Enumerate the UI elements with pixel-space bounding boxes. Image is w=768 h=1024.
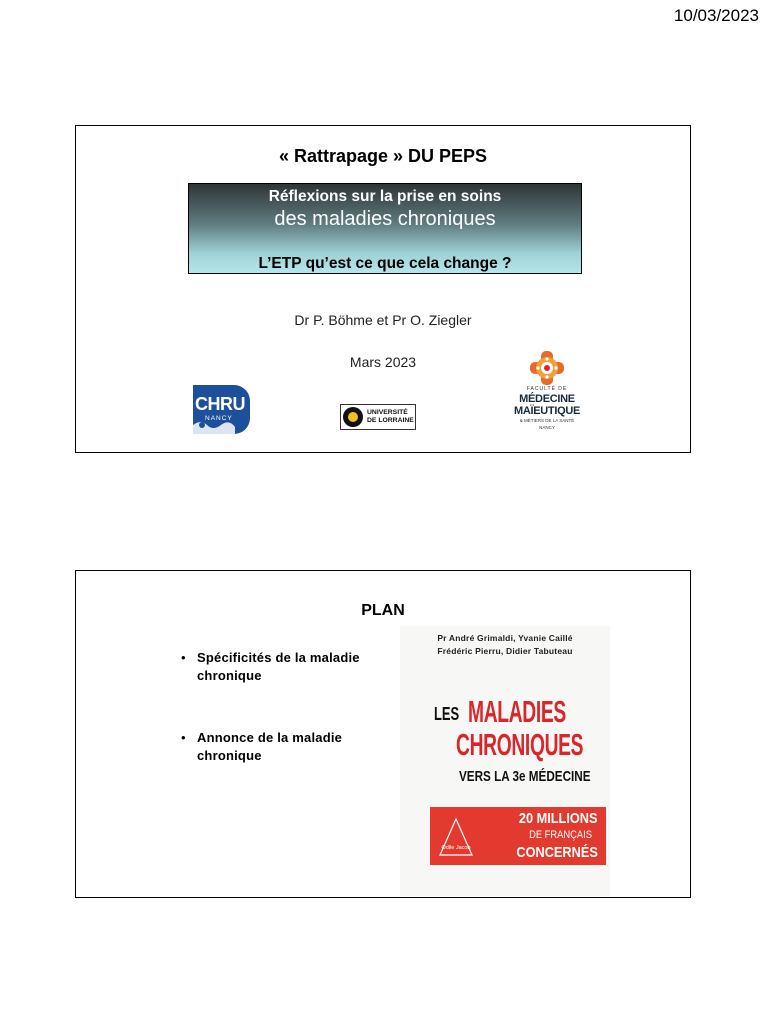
- title-banner: [188, 183, 582, 274]
- book-banner-line-1: 20 MILLIONS: [519, 810, 598, 827]
- book-title-maladies: MALADIES: [468, 694, 566, 729]
- chru-logo: [193, 385, 250, 434]
- faculte-small-text: FACULTÉ DE: [526, 386, 568, 392]
- presentation-date: Mars 2023: [349, 354, 417, 370]
- slide-title-heading: « Rattrapage » DU PEPS: [278, 146, 488, 166]
- book-banner-line-2: DE FRANÇAIS: [529, 829, 592, 841]
- book-title-les: LES: [434, 704, 460, 724]
- book-authors-line-1: Pr André Grimaldi, Yvanie Caillé: [437, 633, 573, 643]
- book-red-banner: [430, 807, 606, 865]
- chru-wave-icon: [193, 385, 250, 434]
- book-cover: [400, 626, 610, 896]
- svg-text:Odile Jacob: Odile Jacob: [441, 845, 471, 851]
- slide-title: [75, 125, 691, 453]
- faculte-emblem-icon: [528, 350, 566, 386]
- book-banner-line-3: CONCERNÉS: [516, 844, 598, 861]
- chru-logo-city: NANCY: [205, 415, 233, 422]
- universite-logo-text: UNIVERSITÉ DE LORRAINE: [367, 409, 414, 424]
- banner-line-2: des maladies chroniques: [274, 208, 496, 230]
- faculte-logo: [506, 350, 588, 434]
- faculte-sub-text: & MÉTIERS DE LA SANTÉ: [519, 418, 575, 423]
- faculte-line-1: MÉDECINE: [519, 393, 575, 405]
- universite-lorraine-logo: [340, 404, 416, 430]
- page-date: 10/03/2023: [673, 6, 759, 25]
- publisher-logo-icon: [436, 815, 476, 859]
- universite-logo-icon: [343, 407, 363, 427]
- faculte-city: NANCY: [539, 425, 555, 430]
- plan-list: [181, 649, 401, 809]
- bullet-icon: •: [181, 730, 186, 745]
- book-title-chroniques: CHRONIQUES: [456, 727, 584, 762]
- banner-line-1: Réflexions sur la prise en soins: [268, 188, 502, 205]
- authors: Dr P. Böhme et Pr O. Ziegler: [294, 312, 472, 328]
- list-item: • Annonce de la maladie chronique: [181, 730, 343, 763]
- banner-line-3: L’ETP qu’est ce que cela change ?: [258, 255, 512, 272]
- book-authors-line-2: Frédéric Pierru, Didier Tabuteau: [437, 646, 573, 656]
- plan-title: PLAN: [361, 602, 405, 619]
- slide-plan: [75, 570, 691, 898]
- list-item: • Spécificités de la maladie chronique: [181, 650, 360, 683]
- bullet-icon: •: [181, 650, 186, 665]
- faculte-line-2: MAÏEUTIQUE: [513, 405, 581, 417]
- book-subtitle: VERS LA 3e MÉDECINE: [459, 768, 591, 785]
- chru-logo-text: CHRU: [195, 394, 245, 414]
